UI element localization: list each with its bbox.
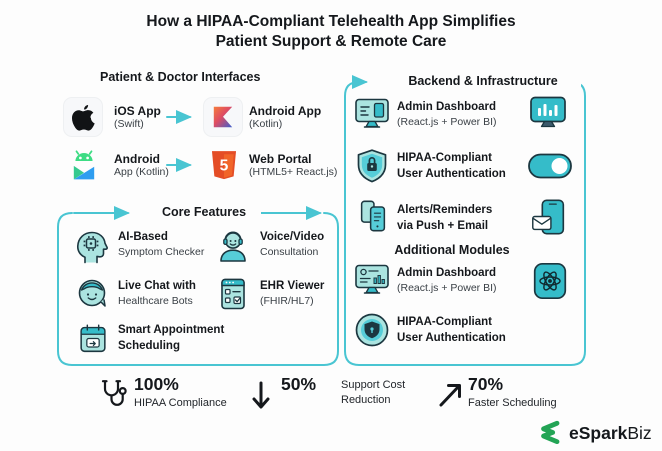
appointment-calendar-icon: [75, 320, 111, 358]
html5-icon: [207, 146, 241, 184]
admin-monitor-icon: [352, 95, 392, 133]
backend-item-auth-label: HIPAA-Compliant User Authentication: [397, 152, 506, 180]
logo-espark: eSpark: [569, 422, 628, 443]
logo-biz: Biz: [627, 422, 652, 443]
arrow-down-holder: [250, 378, 272, 419]
core-item-ai-label: AI-Based Symptom Checker: [118, 231, 205, 258]
kotlin-tile: [203, 97, 243, 137]
ehr-viewer-icon: [214, 274, 252, 314]
arrow-up-right-holder: [436, 379, 464, 416]
bar-chart-monitor-icon: [526, 93, 570, 133]
phone-mail-holder: [528, 196, 570, 243]
interfaces-header: Patient & Doctor Interfaces: [100, 70, 261, 84]
apple-tile: [63, 97, 103, 137]
phones-icon: [355, 196, 391, 236]
kotlin-icon: [210, 104, 236, 130]
bar-chart-monitor-holder: [526, 93, 570, 138]
stat-support-value: 50%: [281, 374, 317, 394]
web-portal-label: Web Portal (HTML5+ React.js): [249, 152, 338, 179]
stat-scheduling-value: 70%: [468, 374, 504, 394]
react-icon: [529, 260, 571, 302]
esparkbiz-logo-icon: [537, 420, 563, 446]
core-item-voice-label: Voice/Video Consultation: [260, 231, 325, 258]
page-title: [0, 12, 662, 52]
core-item-chat-label: Live Chat with Healthcare Bots: [118, 280, 196, 307]
page-title-line1: How a HIPAA-Compliant Telehealth App Simplifies: [146, 13, 516, 30]
backend-item-admin-label: Admin Dashboard (React.js + Power BI): [397, 101, 497, 128]
arrow-down-icon: [250, 378, 272, 414]
stat-scheduling-label: Faster Scheduling: [468, 397, 557, 409]
ai-head-holder: [73, 226, 111, 271]
ios-app-label: iOS App (Swift): [114, 104, 161, 131]
core-item-ehr-label: EHR Viewer (FHIR/HL7): [260, 280, 325, 307]
shield-badge-holder: [353, 310, 391, 355]
android-app-label: Android App (Kotlin): [249, 104, 322, 131]
phones-holder: [355, 196, 391, 241]
stat-hipaa-value: 100%: [134, 374, 179, 394]
apple-icon: [70, 102, 96, 132]
additional-item-auth-label: HIPAA-Compliant User Authentication: [397, 316, 506, 344]
dashboard-monitor-holder: [352, 261, 392, 304]
esparkbiz-logo: [537, 420, 652, 446]
dashboard-monitor-icon: [352, 261, 392, 299]
android-holder: [66, 146, 102, 189]
additional-item-admin-label: Admin Dashboard (React.js + Power BI): [397, 267, 497, 294]
arrow-up-right-icon: [436, 379, 464, 411]
live-chat-holder: [73, 274, 111, 319]
toggle-on-icon: [527, 152, 573, 180]
stethoscope-holder: [98, 378, 128, 421]
ai-head-icon: [73, 226, 111, 266]
stat-support-label-line1: Support Cost: [341, 379, 406, 391]
android-icon: [66, 146, 102, 184]
stethoscope-icon: [98, 378, 128, 416]
admin-monitor-holder: [352, 95, 392, 138]
android-app-kotlin-label: Android App (Kotlin): [114, 152, 169, 179]
stat-support-label-line2: Reduction: [341, 394, 391, 406]
shield-lock-holder: [353, 146, 391, 191]
toggle-holder: [527, 152, 573, 185]
appointment-holder: [75, 320, 111, 363]
voice-video-icon: [214, 226, 252, 266]
shield-badge-icon: [353, 310, 391, 350]
page-title-line2: Patient Support & Remote Care: [215, 33, 447, 51]
html5-holder: [207, 146, 241, 189]
voice-video-holder: [214, 226, 252, 271]
backend-header: Backend & Infrastructure: [385, 74, 581, 88]
core-features-header: Core Features: [147, 205, 261, 219]
phone-mail-icon: [528, 196, 570, 238]
additional-modules-header: Additional Modules: [394, 243, 510, 257]
ehr-holder: [214, 274, 252, 319]
live-chat-icon: [73, 274, 111, 314]
react-chip-holder: [529, 260, 571, 307]
backend-item-alerts-label: Alerts/Reminders via Push + Email: [397, 204, 493, 232]
esparkbiz-logo-text: [569, 423, 652, 444]
svg-text:5: 5: [219, 157, 229, 175]
stat-hipaa-label: HIPAA Compliance: [134, 397, 227, 409]
shield-lock-icon: [353, 146, 391, 186]
core-item-appointment-label: Smart Appointment Scheduling: [118, 324, 225, 352]
